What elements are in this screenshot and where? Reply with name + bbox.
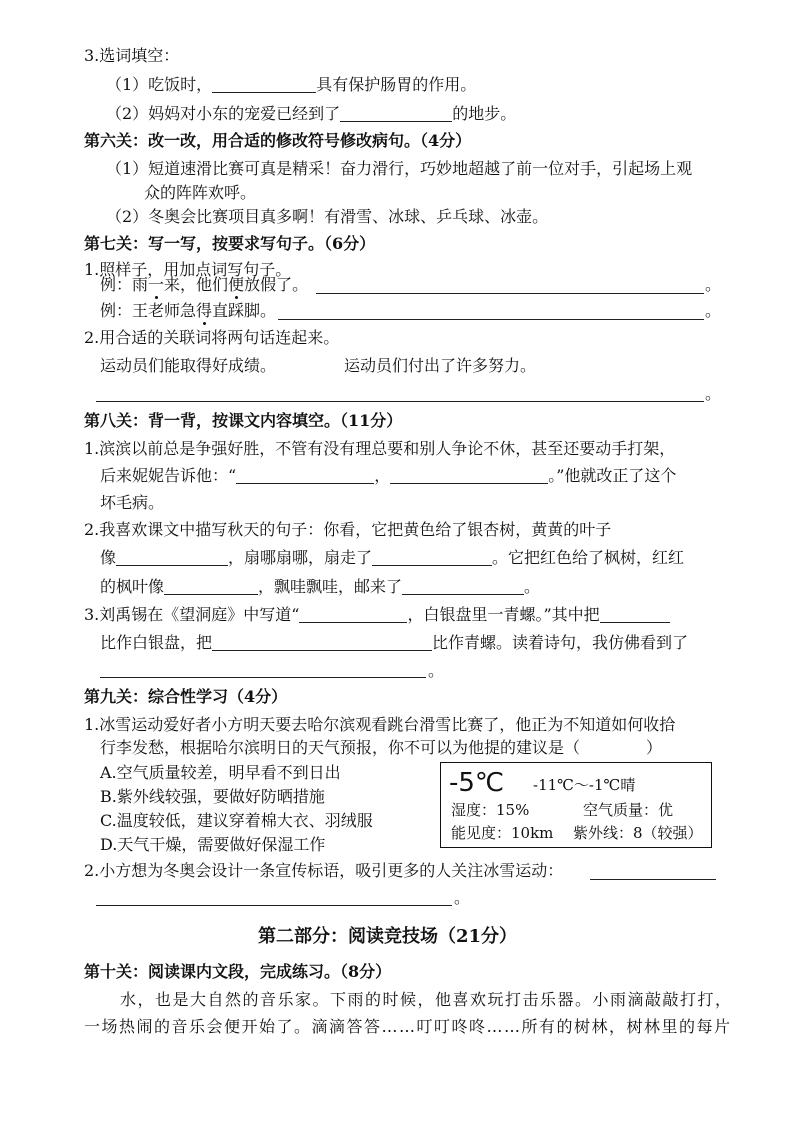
question-text: ，飘哇飘哇，邮来了	[258, 577, 403, 596]
q3-1-suffix: 具有保护肠胃的作用。	[316, 75, 477, 94]
period: 。	[705, 275, 722, 294]
question-text: ）	[646, 738, 663, 757]
answer-blank[interactable]	[212, 76, 316, 93]
section-7-question-1: 1.照样子，用加点词写句子。	[84, 260, 292, 279]
question-text: 。它把红色给了枫树，红红	[492, 548, 685, 567]
dotted-word: 便	[228, 275, 245, 294]
part-2-title: 第二部分：阅读竞技场（21分）	[258, 926, 518, 947]
weather-humidity: 湿度：15%	[451, 801, 530, 819]
question-text: 。”他就改正了这个	[548, 466, 677, 485]
section-8-q1-line-2	[100, 465, 676, 487]
example-text: 直踩脚。	[212, 301, 277, 320]
period: 。	[705, 301, 722, 320]
question-3-item-2	[106, 103, 516, 125]
section-8-q3-line-2	[100, 632, 688, 654]
section-9-q1-line-2	[100, 737, 662, 759]
answer-blank[interactable]	[402, 578, 524, 595]
question-text: 3.刘禹锡在《望洞庭》中写道“	[84, 605, 300, 624]
weather-range: -11℃～-1℃晴	[533, 776, 636, 794]
weather-temperature: -5℃	[449, 768, 505, 798]
answer-line[interactable]	[316, 293, 704, 294]
section-10-title: 第十关：阅读课内文段，完成练习。（8分）	[84, 962, 392, 981]
section-7-title: 第七关：写一写，按要求写句子。（6分）	[84, 234, 376, 253]
section-9-question-2: 2.小方想为冬奥会设计一条宣传标语，吸引更多的人关注冰雪运动：	[84, 861, 564, 880]
answer-blank[interactable]	[600, 606, 670, 623]
question-text: 的枫叶像	[100, 577, 165, 596]
passage-line-1: 水，也是大自然的音乐家。下雨的时候，他喜欢玩打击乐器。小雨滴敲敲打打，	[120, 990, 733, 1009]
weather-air-quality: 空气质量：优	[583, 801, 674, 819]
example-sentence-2	[100, 300, 276, 322]
dotted-word: 一	[148, 275, 165, 294]
question-3-item-1	[106, 74, 476, 96]
answer-line[interactable]	[590, 879, 716, 880]
question-text: 后来妮妮告诉他：“	[100, 466, 237, 485]
answer-blank[interactable]	[212, 634, 432, 651]
option-d: D.天气干燥，需要做好保湿工作	[100, 835, 326, 854]
section-9-title: 第九关：综合性学习（4分）	[84, 687, 288, 706]
question-text: 比作青螺。读着诗句，我仿佛看到了	[432, 633, 689, 652]
section-8-q1-line-3: 坏毛病。	[100, 493, 165, 512]
answer-line[interactable]	[100, 677, 426, 678]
section-6-item-1-line-1: （1）短道速滑比赛可真是精采！奋力滑行，巧妙地超越了前一位对手，引起场上观	[106, 159, 693, 178]
section-8-title: 第八关：背一背，按课文内容填空。（11分）	[84, 411, 403, 430]
example-text: 例：雨	[100, 275, 149, 294]
q3-2-suffix: 的地步。	[452, 104, 517, 123]
answer-line[interactable]	[96, 905, 452, 906]
question-text: ，扇哪扇哪，扇走了	[228, 548, 373, 567]
example-text: 来，他们	[164, 275, 229, 294]
answer-blank[interactable]	[299, 606, 407, 623]
example-text: 例：王老师急	[100, 301, 197, 320]
question-text: 。	[524, 577, 541, 596]
q3-1-prefix: （1）吃饭时，	[106, 75, 213, 94]
weather-uv: 紫外线：8（较强）	[573, 824, 703, 842]
example-text: 放假了。	[244, 275, 309, 294]
weather-visibility: 能见度：10km	[451, 824, 554, 842]
answer-blank[interactable]	[372, 549, 492, 566]
answer-blank[interactable]	[116, 549, 228, 566]
option-a: A.空气质量较差，明早看不到日出	[100, 763, 341, 782]
section-9-q1-line-1: 1.冰雪运动爱好者小方明天要去哈尔滨观看跳台滑雪比赛了，他正为不知道如何收拾	[84, 715, 676, 734]
section-6-title: 第六关：改一改，用合适的修改符号修改病句。（4分）	[84, 131, 472, 150]
answer-line[interactable]	[96, 401, 704, 402]
dotted-word: 得	[196, 301, 213, 320]
weather-forecast-box	[440, 762, 712, 848]
section-8-q2-line-2	[100, 547, 684, 569]
option-b: B.紫外线较强，要做好防晒措施	[100, 787, 325, 806]
section-6-item-1-line-2: 众的阵阵欢呼。	[144, 183, 257, 202]
question-text: ，白银盘里一青螺。”其中把	[407, 605, 600, 624]
section-8-q2-line-3	[100, 576, 540, 598]
period: 。	[705, 384, 722, 403]
question-text: 像	[100, 548, 117, 567]
answer-blank[interactable]	[340, 105, 452, 122]
section-7-question-2: 2.用合适的关联词将两句话连起来。	[84, 328, 340, 347]
section-8-q2-line-1: 2.我喜欢课文中描写秋天的句子：你看，它把黄色给了银杏树，黄黄的叶子	[84, 520, 612, 539]
question-text: 行李发愁，根据哈尔滨明日的天气预报，你不可以为他提的建议是（	[100, 738, 581, 757]
passage-line-2: 一场热闹的音乐会便开始了。滴滴答答……叮叮咚咚……所有的树林，树林里的每片	[84, 1017, 732, 1036]
period: 。	[428, 661, 445, 680]
section-6-item-2: （2）冬奥会比赛项目真多啊！有滑雪、冰球、乒乓球、冰壶。	[106, 207, 549, 226]
q3-2-prefix: （2）妈妈对小东的宠爱已经到了	[106, 104, 341, 123]
section-8-q1-line-1: 1.滨滨以前总是争强好胜，不管有没有理总要和别人争论不休，甚至还要动手打架，	[84, 439, 676, 458]
answer-blank[interactable]	[390, 467, 548, 484]
option-c: C.温度较低，建议穿着棉大衣、羽绒服	[100, 811, 373, 830]
example-sentence-1	[100, 274, 308, 296]
question-3-title: 3.选词填空：	[84, 46, 180, 65]
section-8-q3-line-1	[84, 604, 670, 626]
sentence-b: 运动员们付出了许多努力。	[344, 356, 537, 375]
question-text: ，	[374, 466, 391, 485]
sentence-a: 运动员们能取得好成绩。	[100, 356, 277, 375]
period: 。	[454, 888, 471, 907]
answer-line[interactable]	[278, 319, 704, 320]
question-text: 比作白银盘，把	[100, 633, 213, 652]
answer-blank[interactable]	[236, 467, 374, 484]
answer-blank[interactable]	[164, 578, 258, 595]
